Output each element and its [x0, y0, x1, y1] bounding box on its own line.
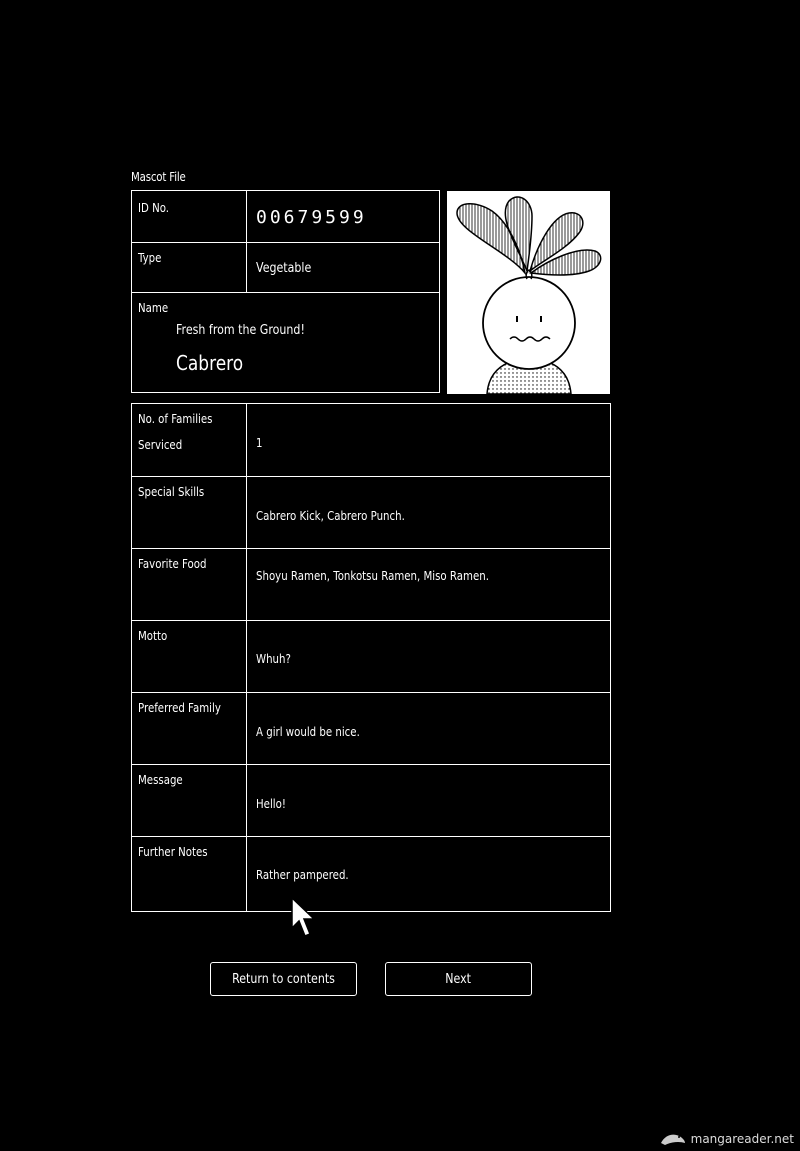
type-label: Type [138, 251, 162, 265]
id-row [132, 191, 439, 243]
table-row [132, 549, 610, 621]
details-table [131, 403, 611, 912]
table-row [132, 621, 610, 693]
detail-value: 1 [256, 436, 263, 450]
next-button-label: Next [445, 971, 472, 987]
detail-value: Whuh? [256, 652, 291, 666]
detail-value: Shoyu Ramen, Tonkotsu Ramen, Miso Ramen. [256, 569, 489, 583]
detail-value: A girl would be nice. [256, 725, 360, 739]
name-label: Name [138, 301, 169, 315]
table-row [132, 477, 610, 549]
type-row [132, 243, 439, 293]
table-row [132, 837, 610, 913]
file-title: Mascot File [131, 170, 186, 184]
type-value: Vegetable [256, 261, 312, 276]
detail-label: Motto [138, 629, 168, 643]
name-value: Cabrero [176, 351, 244, 375]
watermark-logo-icon [659, 1131, 687, 1147]
detail-label: Further Notes [138, 845, 208, 859]
next-button[interactable] [385, 962, 532, 996]
detail-label: Message [138, 773, 183, 787]
table-row [132, 404, 610, 477]
mouse-cursor-icon [290, 896, 316, 940]
id-value: 00679599 [256, 207, 367, 228]
detail-value: Rather pampered. [256, 868, 349, 882]
table-row [132, 765, 610, 837]
id-label: ID No. [138, 201, 170, 215]
return-button-label: Return to contents [232, 971, 335, 987]
detail-label: Special Skills [138, 485, 205, 499]
id-info-table [131, 190, 440, 393]
watermark-text: mangareader.net [690, 1132, 794, 1146]
watermark [659, 1131, 794, 1147]
name-subtitle: Fresh from the Ground! [176, 323, 305, 338]
detail-label: Favorite Food [138, 557, 207, 571]
return-to-contents-button[interactable] [210, 962, 357, 996]
mascot-portrait [447, 191, 610, 394]
table-row [132, 693, 610, 765]
detail-value: Cabrero Kick, Cabrero Punch. [256, 509, 405, 523]
detail-label: Preferred Family [138, 701, 221, 715]
detail-value: Hello! [256, 797, 286, 811]
detail-label: No. of Families Serviced [138, 412, 213, 452]
name-row [132, 293, 439, 394]
